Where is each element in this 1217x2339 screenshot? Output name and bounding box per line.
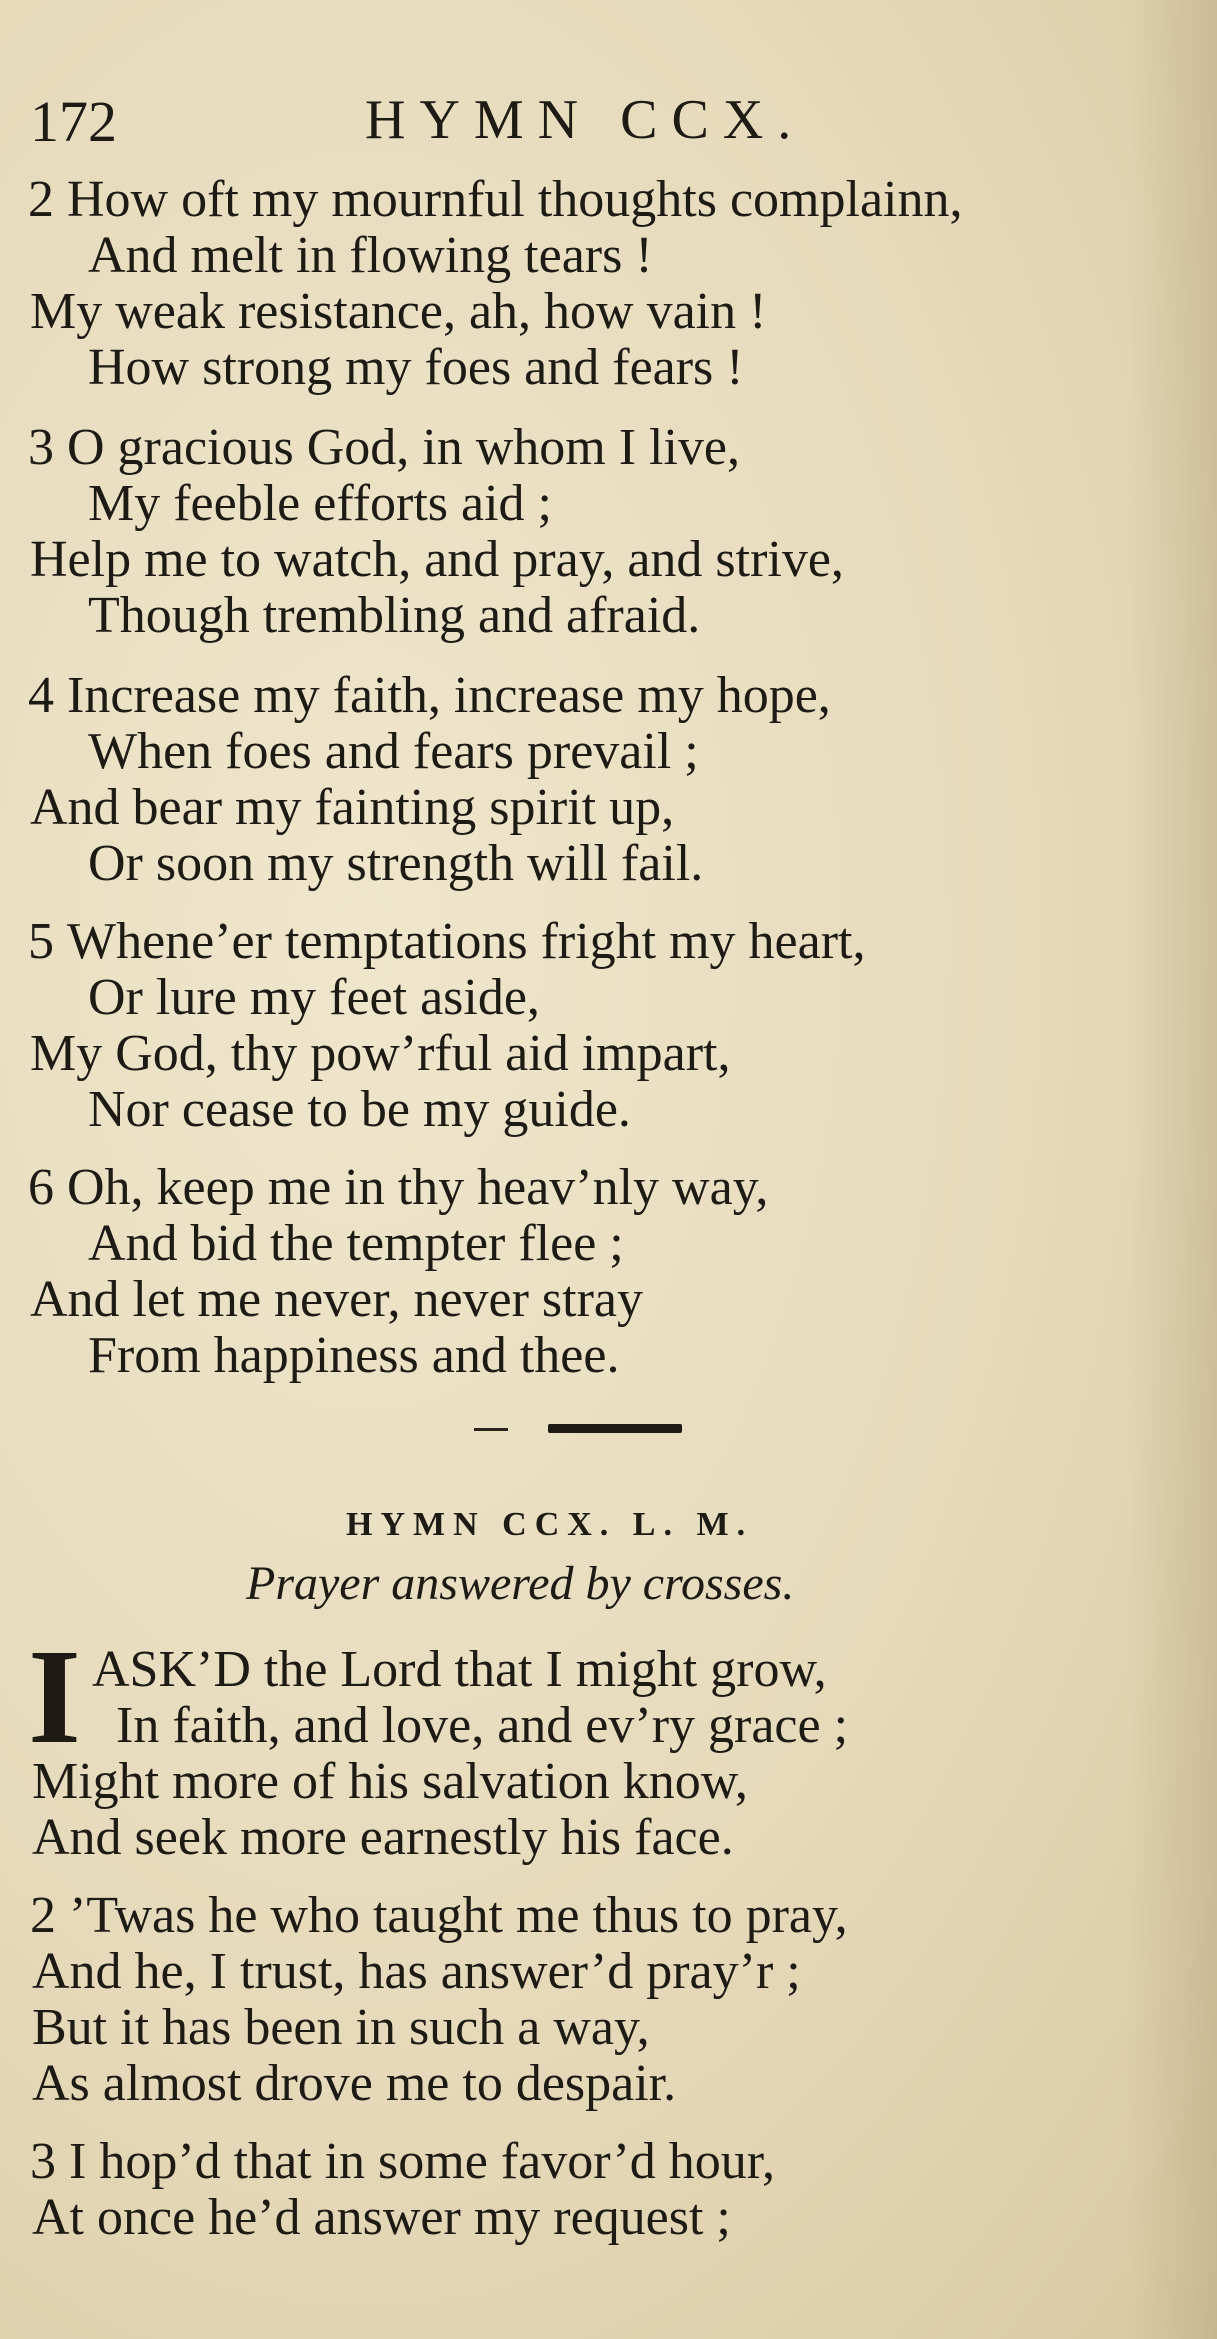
verse-line: My God, thy pow’rful aid impart, [30,1025,731,1082]
verse-line: And seek more earnestly his face. [32,1809,734,1866]
divider-rule-thick [548,1424,682,1433]
verse-line: My feeble efforts aid ; [88,475,552,532]
verse-text: ’Twas he who taught me thus to pray, [69,1887,848,1944]
verse-text: How oft my mournful thoughts complainn, [67,171,963,228]
verse-line: And bid the tempter flee ; [88,1215,624,1272]
verse-text: Increase my faith, increase my hope, [67,667,831,724]
running-header: HYMN CCX. [365,89,806,151]
verse-line [28,418,740,478]
verse-line: Might more of his salvation know, [32,1753,748,1810]
page-edge-shadow [1127,0,1217,2339]
drop-cap: I [28,1622,81,1772]
verse-text: Oh, keep me in thy heav’nly way, [67,1159,769,1216]
verse-text: O gracious God, in whom I live, [67,419,741,476]
verse-line: My weak resistance, ah, how vain ! [30,283,767,340]
verse-line: At once he’d answer my request ; [32,2189,731,2246]
verse-line [28,666,831,726]
divider-rule-thin [474,1428,508,1431]
verse-line [30,2132,775,2192]
verse-line: ASK’D the Lord that I might grow, [92,1641,827,1698]
page-header [30,88,1150,158]
verse-line: Though trembling and afraid. [88,587,701,644]
stanza-number: 6 [28,1159,54,1216]
verse-line: And bear my fainting spirit up, [30,779,675,836]
verse-line [28,170,962,230]
page-number: 172 [30,89,117,154]
verse-line: But it has been in such a way, [32,1999,650,2056]
verse-text: I hop’d that in some favor’d hour, [69,2133,776,2190]
verse-line: Or lure my feet aside, [88,969,540,1026]
verse-line: Or soon my strength will fail. [88,835,704,892]
hymn-heading: HYMN CCX. L. M. [346,1506,754,1543]
verse-line [30,1886,848,1946]
verse-text: Whene’er temptations fright my heart, [67,913,866,970]
verse-line: From happiness and thee. [88,1327,620,1384]
verse-line [28,1158,768,1218]
stanza-number: 3 [30,2133,56,2190]
stanza-number: 2 [28,171,54,228]
stanza-number: 4 [28,667,54,724]
stanza-number: 2 [30,1887,56,1944]
stanza-number: 3 [28,419,54,476]
verse-line: In faith, and love, and ev’ry grace ; [116,1697,849,1754]
verse-line: And melt in flowing tears ! [88,227,653,284]
verse-line: As almost drove me to despair. [32,2055,677,2112]
hymn-subtitle: Prayer answered by crosses. [246,1557,795,1610]
verse-line: How strong my foes and fears ! [88,339,744,396]
verse-line: Help me to watch, and pray, and strive, [30,531,844,588]
stanza-number: 5 [28,913,54,970]
verse-line: And let me never, never stray [30,1271,644,1328]
verse-line [28,912,865,972]
verse-line: And he, I trust, has answer’d pray’r ; [32,1943,801,2000]
verse-line: When foes and fears prevail ; [88,723,699,780]
verse-line: Nor cease to be my guide. [88,1081,631,1138]
